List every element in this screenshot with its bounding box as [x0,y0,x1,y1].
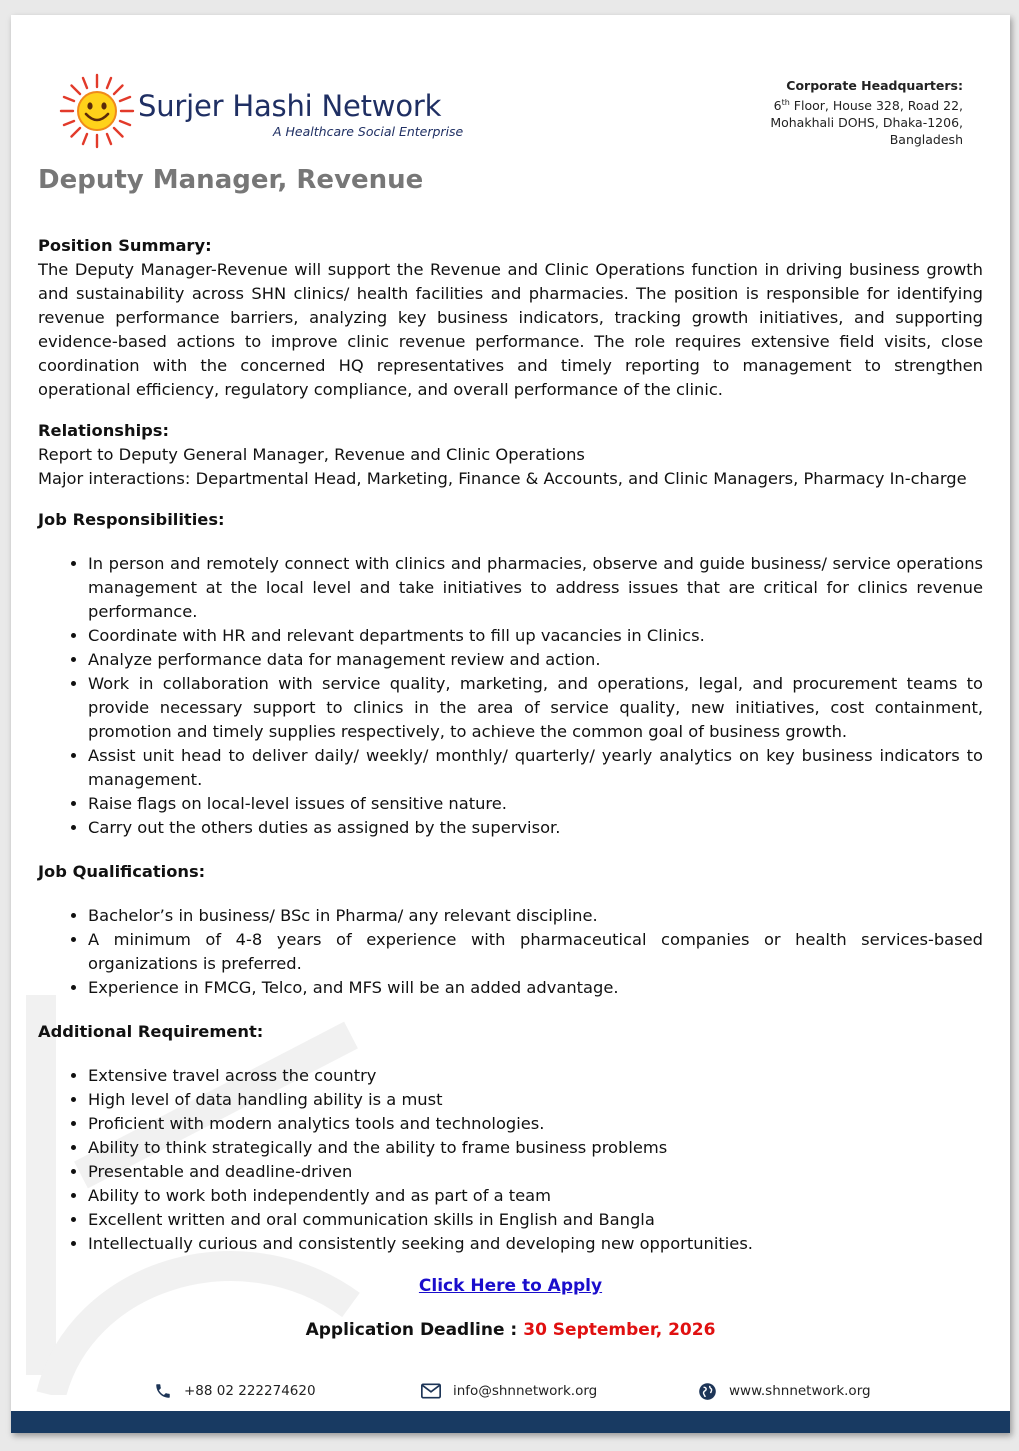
qualifications-list [38,904,983,1000]
list-item: • Ability to work both independently and as part of a team [88,1184,983,1208]
list-item: • Proficient with modern analytics tools and technologies. [88,1112,983,1136]
hq-line-3: Bangladesh [889,132,963,148]
contact-website [698,1379,871,1403]
hq-floor-number: 6 [773,98,782,114]
sun-logo-icon [59,73,135,149]
list-item: • Raise flags on local-level issues of sensitive nature. [88,792,983,816]
list-item: • Intellectually curious and consistently seeking and developing new opportunities. [88,1232,983,1256]
responsibilities-list [38,552,983,840]
job-description [38,234,983,1256]
phone-icon [154,1382,172,1400]
hq-line-1 [703,94,963,114]
company-name: Surjer Hashi Network [138,89,442,123]
list-item: • Work in collaboration with service quality, marketing, and operations, legal, and procurement teams to provide necessary support to clinics in the area of service quality, new initiatives, cost containment, promotion and timely supplies respectively, to achieve the common goal of business growth. [88,672,983,744]
apply-link[interactable]: Click Here to Apply [418,1276,603,1296]
hq-title: Corporate Headquarters: [786,78,963,93]
hq-line-1-rest: Floor, House 328, Road 22, [789,98,963,114]
position-summary-heading: Position Summary: [38,236,212,255]
list-item: • High level of data handling ability is a must [88,1088,983,1112]
additional-requirement-heading: Additional Requirement: [38,1022,264,1041]
deadline-date: 30 September, 2026 [523,1320,716,1340]
job-posting-page [11,15,1010,1433]
globe-icon [698,1382,717,1401]
contact-phone [154,1379,316,1403]
relationship-line: Major interactions: Departmental Head, Marketing, Finance & Accounts, and Clinic Managers, Pharmacy In-charge [38,469,967,488]
list-item: • Ability to think strategically and the ability to frame business problems [88,1136,983,1160]
headquarters-address [703,77,963,148]
phone-number: +88 02 222274620 [184,1383,316,1399]
additional-requirement-list [38,1064,983,1256]
responsibilities-heading: Job Responsibilities: [38,510,225,529]
email-address[interactable]: info@shnnetwork.org [453,1383,598,1399]
company-tagline: A Healthcare Social Enterprise [273,124,464,139]
hq-floor-suffix: th [781,98,790,107]
contact-email [421,1379,597,1403]
apply-section [11,1276,1010,1296]
qualifications-heading: Job Qualifications: [38,862,206,881]
footer-bar [11,1411,1010,1433]
relationship-line: Report to Deputy General Manager, Revenue and Clinic Operations [38,445,585,464]
website-url[interactable]: www.shnnetwork.org [729,1383,871,1399]
list-item: • A minimum of 4-8 years of experience with pharmaceutical companies or health services-based organizations is preferred. [88,928,983,976]
list-item: • Assist unit head to deliver daily/ weekly/ monthly/ quarterly/ yearly analytics on key business indicators to management. [88,744,983,792]
list-item: • In person and remotely connect with clinics and pharmacies, observe and guide business/ service operations management at the local level and take initiatives to address issues that are critical for clinics revenue performance. [88,552,983,624]
list-item: • Experience in FMCG, Telco, and MFS will be an added advantage. [88,976,983,1000]
list-item: • Excellent written and oral communication skills in English and Bangla [88,1208,983,1232]
list-item: • Bachelor’s in business/ BSc in Pharma/ any relevant discipline. [88,904,983,928]
relationships-heading: Relationships: [38,421,170,440]
list-item: • Extensive travel across the country [88,1064,983,1088]
hq-line-2: Mohakhali DOHS, Dhaka-1206, [770,115,963,131]
email-icon [421,1383,441,1399]
job-title: Deputy Manager, Revenue [38,165,424,195]
application-deadline [11,1320,1010,1340]
list-item: • Presentable and deadline-driven [88,1160,983,1184]
list-item: • Analyze performance data for management review and action. [88,648,983,672]
company-logo [59,73,479,153]
position-summary-text: The Deputy Manager-Revenue will support the Revenue and Clinic Operations function in driving business growth and sustainability across SHN clinics/ health facilities and pharmacies. The position is responsible for identifying revenue performance barriers, analyzing key business indicators, tracking growth initiatives, and supporting evidence-based actions to improve clinic revenue performance. The role requires extensive field visits, close coordination with the concerned HQ representatives and timely reporting to management to strengthen operational efficiency, regulatory compliance, and overall performance of the clinic. [38,260,983,399]
list-item: • Carry out the others duties as assigned by the supervisor. [88,816,983,840]
deadline-label: Application Deadline : [305,1320,518,1340]
list-item: • Coordinate with HR and relevant departments to fill up vacancies in Clinics. [88,624,983,648]
